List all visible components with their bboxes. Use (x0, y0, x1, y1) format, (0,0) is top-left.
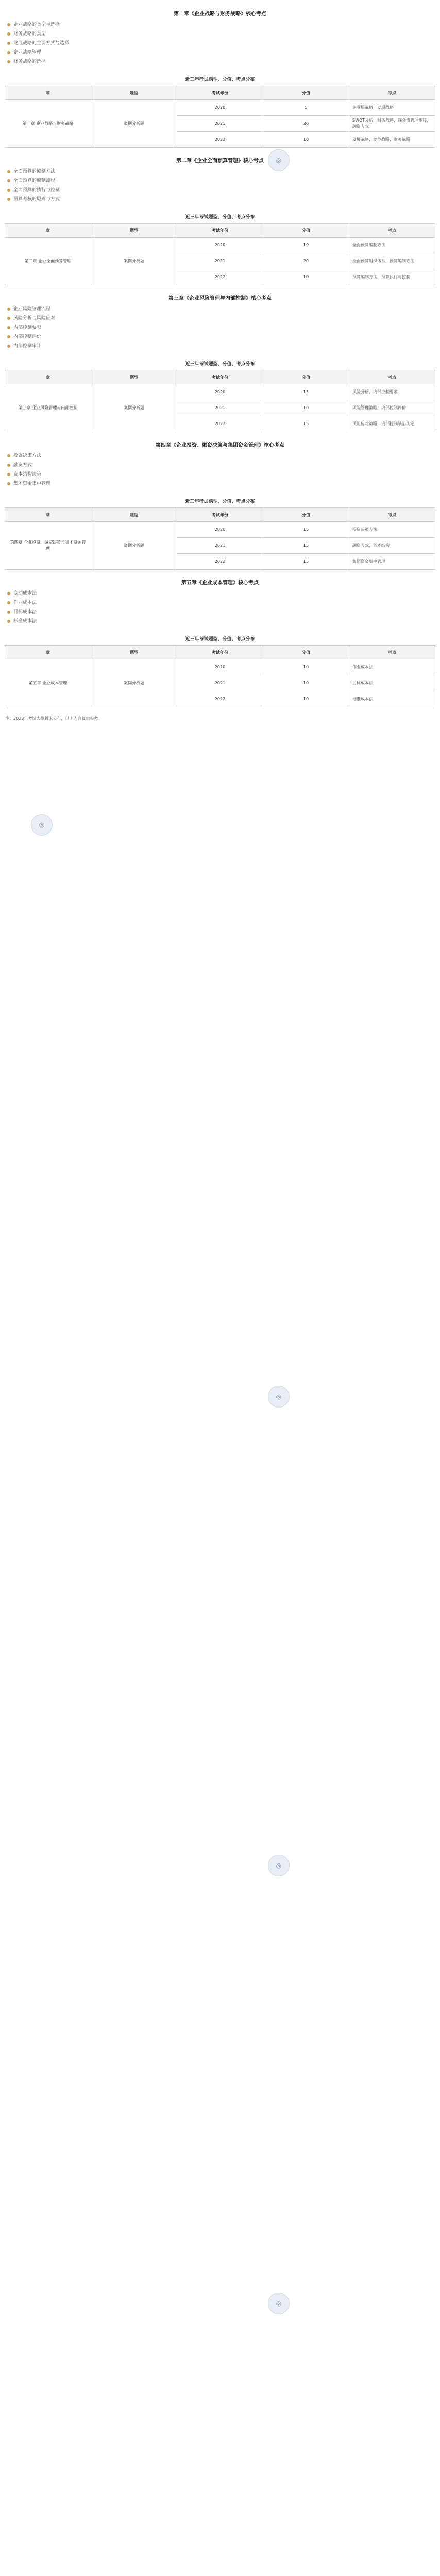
bullet-dot-icon (7, 592, 10, 595)
bullet-item: 作业成本法 (7, 598, 440, 607)
header-cell: 题型 (91, 224, 177, 238)
chapter-title: 第二章《企业全面预算管理》核心考点 (176, 158, 264, 164)
bullet-item: 标准成本法 (7, 617, 440, 626)
table-row (5, 384, 435, 400)
points-cell: 企业层战略，发展战略 (349, 100, 435, 116)
bullet-list (7, 589, 440, 626)
bullet-dot-icon (7, 345, 10, 348)
points-cell: 标准成本法 (349, 691, 435, 707)
header-cell: 题型 (91, 646, 177, 659)
table-heading: 近三年考试题型、分值、考点分布 (185, 215, 255, 220)
stats-table (5, 86, 435, 148)
year-cell: 2021 (177, 116, 263, 132)
points-cell: 预算编制方法，预算执行与控制 (349, 269, 435, 285)
table-heading: 近三年考试题型、分值、考点分布 (185, 499, 255, 504)
type-cell: 案例分析题 (91, 522, 177, 570)
bullet-item: 企业战略管理 (7, 48, 440, 57)
bullet-dot-icon (7, 179, 10, 182)
table-row (5, 238, 435, 253)
header-cell: 考点 (349, 370, 435, 384)
bullet-list (7, 20, 440, 66)
bullet-item: 全面预算的编制方法 (7, 167, 440, 176)
type-cell: 案例分析题 (91, 238, 177, 285)
type-cell: 案例分析题 (91, 384, 177, 432)
score-cell: 15 (263, 554, 349, 570)
header-cell: 分值 (263, 508, 349, 522)
header-cell: 考点 (349, 86, 435, 100)
chapter-5 (0, 578, 440, 707)
year-cell: 2020 (177, 100, 263, 116)
header-cell: 考点 (349, 224, 435, 238)
year-cell: 2022 (177, 416, 263, 432)
year-cell: 2022 (177, 132, 263, 148)
bullet-item: 变动成本法 (7, 589, 440, 598)
bullet-dot-icon (7, 317, 10, 320)
bullet-item: 内部控制评价 (7, 332, 440, 342)
year-cell: 2020 (177, 384, 263, 400)
year-cell: 2020 (177, 238, 263, 253)
score-cell: 10 (263, 132, 349, 148)
bullet-dot-icon (7, 464, 10, 467)
year-cell: 2020 (177, 522, 263, 538)
bullet-item: 发展战略的主要方式与选择 (7, 39, 440, 48)
score-cell: 10 (263, 675, 349, 691)
score-cell: 10 (263, 238, 349, 253)
header-cell: 考试年份 (177, 224, 263, 238)
header-cell: 分值 (263, 370, 349, 384)
header-cell: 章 (5, 86, 91, 100)
points-cell: 投资决策方法 (349, 522, 435, 538)
points-cell: SWOT分析，财务战略，现金流管理矩阵，融资方式 (349, 116, 435, 132)
points-cell: 风险应对策略，内部控制缺陷认定 (349, 416, 435, 432)
score-cell: 20 (263, 116, 349, 132)
bullet-item: 财务战略的选择 (7, 57, 440, 66)
chapter-cell: 第五章 企业成本管理 (5, 659, 91, 707)
year-cell: 2021 (177, 253, 263, 269)
watermark-logo-icon: ◎ (31, 814, 53, 836)
score-cell: 5 (263, 100, 349, 116)
points-cell: 全面预算组织体系，预算编制方法 (349, 253, 435, 269)
score-cell: 10 (263, 400, 349, 416)
header-cell: 题型 (91, 508, 177, 522)
year-cell: 2022 (177, 269, 263, 285)
watermark-logo-icon: ◎ (268, 149, 290, 171)
table-row (5, 100, 435, 116)
bullet-dot-icon (7, 326, 10, 329)
bullet-item: 集团资金集中管理 (7, 479, 440, 488)
chapter-cell: 第二章 企业全面预算管理 (5, 238, 91, 285)
stats-table (5, 370, 435, 432)
header-cell: 章 (5, 224, 91, 238)
points-cell: 目标成本法 (349, 675, 435, 691)
header-cell: 考试年份 (177, 86, 263, 100)
chapter-3 (0, 294, 440, 432)
bottom-note: 注：2023年考试大纲暂未公布，以上内容仅供参考。 (5, 716, 103, 721)
year-cell: 2021 (177, 538, 263, 554)
chapter-4 (0, 440, 440, 570)
bullet-dot-icon (7, 23, 10, 26)
header-cell: 考点 (349, 646, 435, 659)
table-heading: 近三年考试题型、分值、考点分布 (185, 77, 255, 82)
bullet-item: 内部控制审计 (7, 342, 440, 351)
chapter-cell: 第三章 企业风险管理与内部控制 (5, 384, 91, 432)
bullet-dot-icon (7, 335, 10, 338)
bullet-list (7, 167, 440, 204)
points-cell: 全面预算编制方法 (349, 238, 435, 253)
points-cell: 风险管理策略，内部控制评价 (349, 400, 435, 416)
header-cell: 章 (5, 508, 91, 522)
header-cell: 章 (5, 646, 91, 659)
header-cell: 分值 (263, 646, 349, 659)
bullet-list (7, 304, 440, 351)
watermark-logo-icon: ◎ (268, 2293, 290, 2314)
chapter-1 (0, 9, 440, 148)
chapter-title: 第一章《企业战略与财务战略》核心考点 (174, 11, 266, 17)
header-cell: 考试年份 (177, 508, 263, 522)
chapter-cell: 第一章 企业战略与财务战略 (5, 100, 91, 148)
bullet-item: 全面预算的执行与控制 (7, 185, 440, 195)
bullet-item: 企业风险管理流程 (7, 304, 440, 314)
header-cell: 章 (5, 370, 91, 384)
score-cell: 15 (263, 384, 349, 400)
header-cell: 考试年份 (177, 646, 263, 659)
chapter-title: 第四章《企业投资、融资决策与集团资金管理》核心考点 (156, 443, 284, 448)
bullet-item: 风险分析与风险应对 (7, 314, 440, 323)
year-cell: 2022 (177, 691, 263, 707)
bullet-dot-icon (7, 51, 10, 54)
header-cell: 题型 (91, 370, 177, 384)
header-cell: 题型 (91, 86, 177, 100)
chapter-cell: 第四章 企业投资、融资决策与集团资金管理 (5, 522, 91, 570)
bullet-dot-icon (7, 601, 10, 604)
bullet-item: 内部控制要素 (7, 323, 440, 332)
bullet-dot-icon (7, 611, 10, 614)
bullet-item: 投资决策方法 (7, 451, 440, 461)
table-row (5, 659, 435, 675)
bullet-dot-icon (7, 60, 10, 63)
points-cell: 风险分析，内部控制要素 (349, 384, 435, 400)
bullet-dot-icon (7, 189, 10, 192)
bullet-dot-icon (7, 482, 10, 485)
bullet-item: 企业战略的类型与选择 (7, 20, 440, 29)
chapter-title: 第三章《企业风险管理与内部控制》核心考点 (168, 296, 272, 301)
points-cell: 作业成本法 (349, 659, 435, 675)
bullet-dot-icon (7, 620, 10, 623)
bullet-item: 目标成本法 (7, 607, 440, 617)
bullet-dot-icon (7, 32, 10, 36)
chapter-title: 第五章《企业成本管理》核心考点 (181, 580, 259, 586)
bullet-dot-icon (7, 42, 10, 45)
type-cell: 案例分析题 (91, 100, 177, 148)
bullet-dot-icon (7, 473, 10, 476)
score-cell: 10 (263, 659, 349, 675)
bullet-dot-icon (7, 308, 10, 311)
bullet-item: 资本结构决策 (7, 470, 440, 479)
bullet-item: 预算考核的原则与方式 (7, 195, 440, 204)
bullet-item: 全面预算的编制流程 (7, 176, 440, 185)
table-heading: 近三年考试题型、分值、考点分布 (185, 362, 255, 367)
bullet-item: 融资方式 (7, 461, 440, 470)
bullet-dot-icon (7, 170, 10, 173)
bullet-dot-icon (7, 454, 10, 457)
header-cell: 分值 (263, 224, 349, 238)
year-cell: 2022 (177, 554, 263, 570)
score-cell: 10 (263, 691, 349, 707)
table-heading: 近三年考试题型、分值、考点分布 (185, 637, 255, 642)
watermark-logo-icon: ◎ (268, 1855, 290, 1876)
points-cell: 集团资金集中管理 (349, 554, 435, 570)
score-cell: 20 (263, 253, 349, 269)
stats-table (5, 223, 435, 285)
table-row (5, 522, 435, 538)
points-cell: 融资方式，资本结构 (349, 538, 435, 554)
score-cell: 10 (263, 269, 349, 285)
bullet-dot-icon (7, 198, 10, 201)
year-cell: 2021 (177, 675, 263, 691)
chapter-2 (0, 156, 440, 285)
score-cell: 15 (263, 522, 349, 538)
score-cell: 15 (263, 416, 349, 432)
type-cell: 案例分析题 (91, 659, 177, 707)
header-cell: 考点 (349, 508, 435, 522)
stats-table (5, 645, 435, 707)
watermark-logo-icon: ◎ (268, 1386, 290, 1408)
bullet-item: 财务战略的类型 (7, 29, 440, 39)
year-cell: 2021 (177, 400, 263, 416)
score-cell: 15 (263, 538, 349, 554)
stats-table (5, 507, 435, 570)
header-cell: 考试年份 (177, 370, 263, 384)
year-cell: 2020 (177, 659, 263, 675)
header-cell: 分值 (263, 86, 349, 100)
points-cell: 发展战略，竞争战略，财务战略 (349, 132, 435, 148)
bullet-list (7, 451, 440, 488)
